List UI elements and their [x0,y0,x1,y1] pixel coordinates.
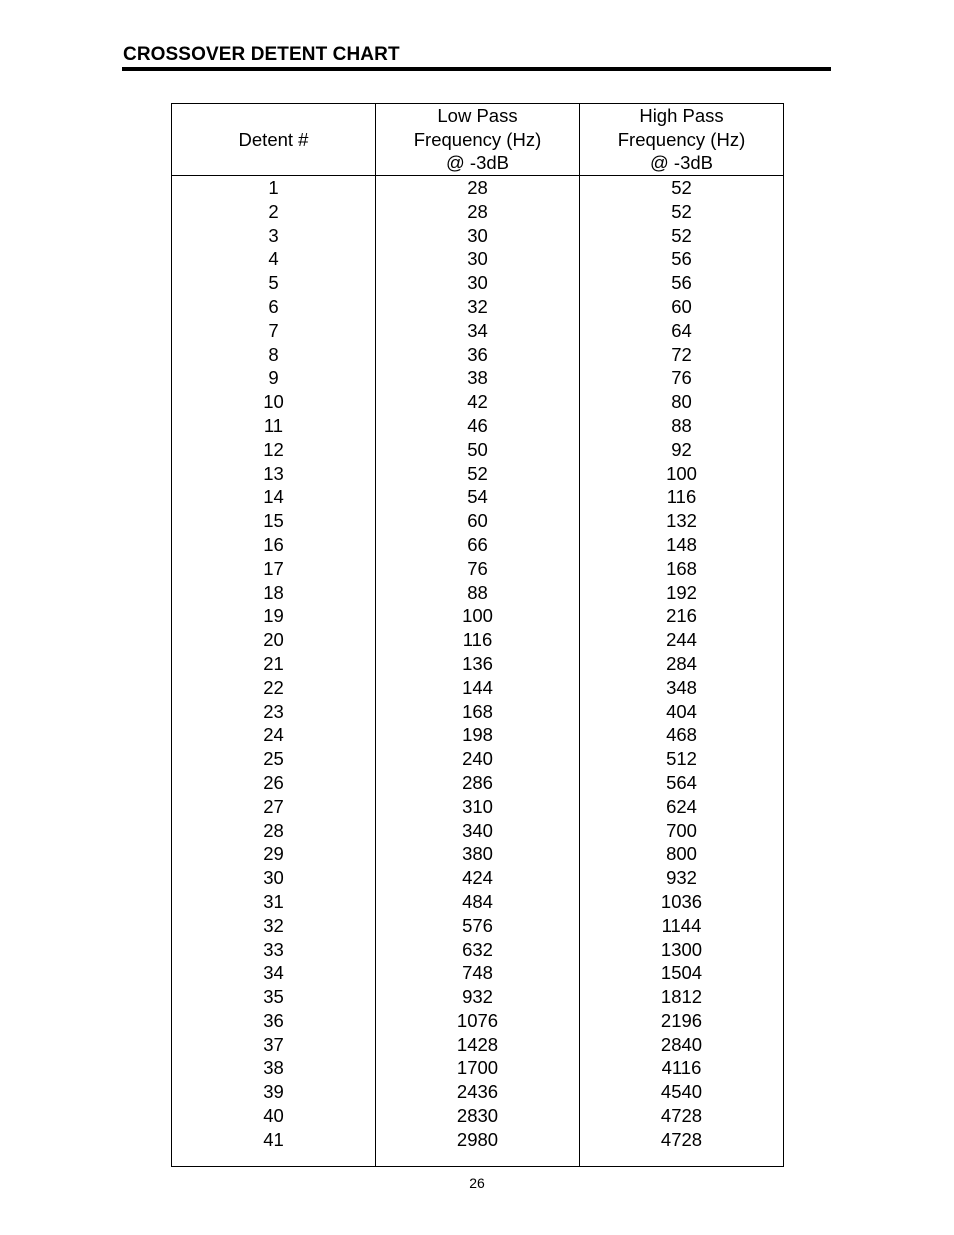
cell-low-pass: 30 [376,247,580,271]
cell-low-pass: 932 [376,985,580,1009]
table-row [172,795,784,819]
table-row [172,414,784,438]
cell-detent: 23 [172,700,376,724]
cell-detent: 36 [172,1009,376,1033]
cell-high-pass: 404 [580,700,784,724]
table-row [172,1104,784,1128]
cell-high-pass: 244 [580,628,784,652]
cell-detent: 8 [172,343,376,367]
cell-high-pass: 88 [580,414,784,438]
cell-low-pass: 240 [376,747,580,771]
table-row [172,866,784,890]
cell-detent: 16 [172,533,376,557]
table-row [172,1080,784,1104]
cell-high-pass: 284 [580,652,784,676]
header-line: Frequency (Hz) [617,128,746,150]
table-row [172,176,784,200]
cell-detent: 41 [172,1128,376,1152]
header-high-pass [580,104,784,176]
cell-detent: 13 [172,462,376,486]
cell-high-pass: 2196 [580,1009,784,1033]
cell-high-pass: 512 [580,747,784,771]
cell-detent: 10 [172,390,376,414]
cell-detent: 4 [172,247,376,271]
cell-low-pass: 484 [376,890,580,914]
cell-detent: 5 [172,271,376,295]
cell-high-pass: 932 [580,866,784,890]
table-row [172,319,784,343]
page-number: 26 [469,1175,485,1191]
cell-low-pass: 144 [376,676,580,700]
cell-detent: 20 [172,628,376,652]
table-row [172,652,784,676]
cell-high-pass: 192 [580,581,784,605]
cell-detent: 7 [172,319,376,343]
cell-high-pass: 100 [580,462,784,486]
cell-low-pass: 576 [376,914,580,938]
table-row [172,533,784,557]
cell-detent: 37 [172,1033,376,1057]
cell-low-pass: 28 [376,200,580,224]
cell-detent: 27 [172,795,376,819]
table-row [172,961,784,985]
cell-high-pass: 1504 [580,961,784,985]
cell-low-pass: 76 [376,557,580,581]
table-row [172,1033,784,1057]
cell-low-pass: 54 [376,485,580,509]
cell-high-pass: 700 [580,819,784,843]
cell-detent: 14 [172,485,376,509]
header-low-pass [376,104,580,176]
table-header-row [172,104,784,176]
cell-detent: 1 [172,176,376,200]
crossover-detent-table [171,103,784,1167]
cell-detent: 26 [172,771,376,795]
table-row [172,676,784,700]
cell-high-pass: 4540 [580,1080,784,1104]
cell-low-pass: 310 [376,795,580,819]
table-row [172,771,784,795]
cell-low-pass: 52 [376,462,580,486]
cell-low-pass: 36 [376,343,580,367]
cell-high-pass: 624 [580,795,784,819]
cell-detent: 19 [172,604,376,628]
cell-low-pass: 286 [376,771,580,795]
table-row [172,628,784,652]
table-row [172,723,784,747]
cell-low-pass: 748 [376,961,580,985]
cell-low-pass: 30 [376,271,580,295]
cell-high-pass: 1300 [580,938,784,962]
cell-high-pass: 1036 [580,890,784,914]
cell-high-pass: 168 [580,557,784,581]
table-bottom-spacer [172,1152,784,1167]
cell-detent: 11 [172,414,376,438]
table-row [172,819,784,843]
table-row [172,604,784,628]
cell-high-pass: 56 [580,271,784,295]
cell-detent: 35 [172,985,376,1009]
header-line: Low Pass [437,105,518,127]
cell-high-pass: 64 [580,319,784,343]
table-row [172,581,784,605]
table-row [172,1009,784,1033]
cell-detent: 21 [172,652,376,676]
table-row [172,485,784,509]
cell-low-pass: 136 [376,652,580,676]
table-row [172,366,784,390]
cell-low-pass: 30 [376,224,580,248]
cell-detent: 38 [172,1056,376,1080]
cell-detent: 22 [172,676,376,700]
cell-high-pass: 800 [580,842,784,866]
table-row [172,914,784,938]
cell-low-pass: 38 [376,366,580,390]
table-row [172,271,784,295]
table-row [172,1128,784,1152]
table-row [172,224,784,248]
cell-low-pass: 424 [376,866,580,890]
cell-low-pass: 2830 [376,1104,580,1128]
spacer-cell [376,1152,580,1167]
cell-low-pass: 46 [376,414,580,438]
cell-low-pass: 380 [376,842,580,866]
table-row [172,438,784,462]
cell-detent: 32 [172,914,376,938]
table-row [172,247,784,271]
table-row [172,200,784,224]
cell-high-pass: 92 [580,438,784,462]
cell-low-pass: 2980 [376,1128,580,1152]
header-line: Frequency (Hz) [413,128,542,150]
table-row [172,343,784,367]
cell-high-pass: 60 [580,295,784,319]
cell-low-pass: 632 [376,938,580,962]
table-row [172,390,784,414]
cell-detent: 25 [172,747,376,771]
cell-detent: 12 [172,438,376,462]
cell-high-pass: 52 [580,176,784,200]
cell-detent: 29 [172,842,376,866]
cell-detent: 6 [172,295,376,319]
cell-high-pass: 80 [580,390,784,414]
cell-low-pass: 198 [376,723,580,747]
cell-low-pass: 2436 [376,1080,580,1104]
cell-detent: 28 [172,819,376,843]
cell-low-pass: 50 [376,438,580,462]
spacer-cell [580,1152,784,1167]
header-line: @ -3dB [650,152,713,174]
cell-detent: 17 [172,557,376,581]
cell-high-pass: 564 [580,771,784,795]
cell-low-pass: 28 [376,176,580,200]
cell-high-pass: 2840 [580,1033,784,1057]
table-row [172,1056,784,1080]
table-row [172,509,784,533]
cell-detent: 18 [172,581,376,605]
cell-high-pass: 4116 [580,1056,784,1080]
cell-low-pass: 1076 [376,1009,580,1033]
cell-high-pass: 76 [580,366,784,390]
cell-high-pass: 4728 [580,1104,784,1128]
cell-high-pass: 72 [580,343,784,367]
cell-high-pass: 52 [580,224,784,248]
cell-detent: 15 [172,509,376,533]
cell-low-pass: 116 [376,628,580,652]
table-row [172,295,784,319]
table-row [172,747,784,771]
table-row [172,985,784,1009]
cell-low-pass: 1700 [376,1056,580,1080]
cell-detent: 39 [172,1080,376,1104]
header-line: @ -3dB [446,152,509,174]
cell-detent: 34 [172,961,376,985]
cell-high-pass: 1144 [580,914,784,938]
table-row [172,557,784,581]
cell-detent: 24 [172,723,376,747]
cell-detent: 2 [172,200,376,224]
cell-high-pass: 1812 [580,985,784,1009]
cell-low-pass: 88 [376,581,580,605]
cell-detent: 33 [172,938,376,962]
spacer-cell [172,1152,376,1167]
table-row [172,700,784,724]
cell-high-pass: 116 [580,485,784,509]
page-title: CROSSOVER DETENT CHART [123,44,400,65]
cell-detent: 40 [172,1104,376,1128]
header-detent [172,104,376,176]
header-line: High Pass [639,105,724,127]
cell-detent: 31 [172,890,376,914]
cell-low-pass: 60 [376,509,580,533]
table-body [172,176,784,1167]
table-row [172,890,784,914]
cell-high-pass: 56 [580,247,784,271]
cell-low-pass: 42 [376,390,580,414]
cell-low-pass: 34 [376,319,580,343]
cell-high-pass: 4728 [580,1128,784,1152]
header-line: Detent # [238,128,309,150]
cell-high-pass: 348 [580,676,784,700]
table-row [172,462,784,486]
cell-low-pass: 168 [376,700,580,724]
cell-low-pass: 100 [376,604,580,628]
table-row [172,938,784,962]
cell-low-pass: 32 [376,295,580,319]
cell-detent: 30 [172,866,376,890]
cell-high-pass: 216 [580,604,784,628]
cell-high-pass: 132 [580,509,784,533]
cell-high-pass: 468 [580,723,784,747]
cell-high-pass: 148 [580,533,784,557]
table-row [172,842,784,866]
cell-low-pass: 340 [376,819,580,843]
heading-rule [122,67,831,71]
cell-detent: 3 [172,224,376,248]
cell-detent: 9 [172,366,376,390]
cell-low-pass: 1428 [376,1033,580,1057]
cell-high-pass: 52 [580,200,784,224]
cell-low-pass: 66 [376,533,580,557]
